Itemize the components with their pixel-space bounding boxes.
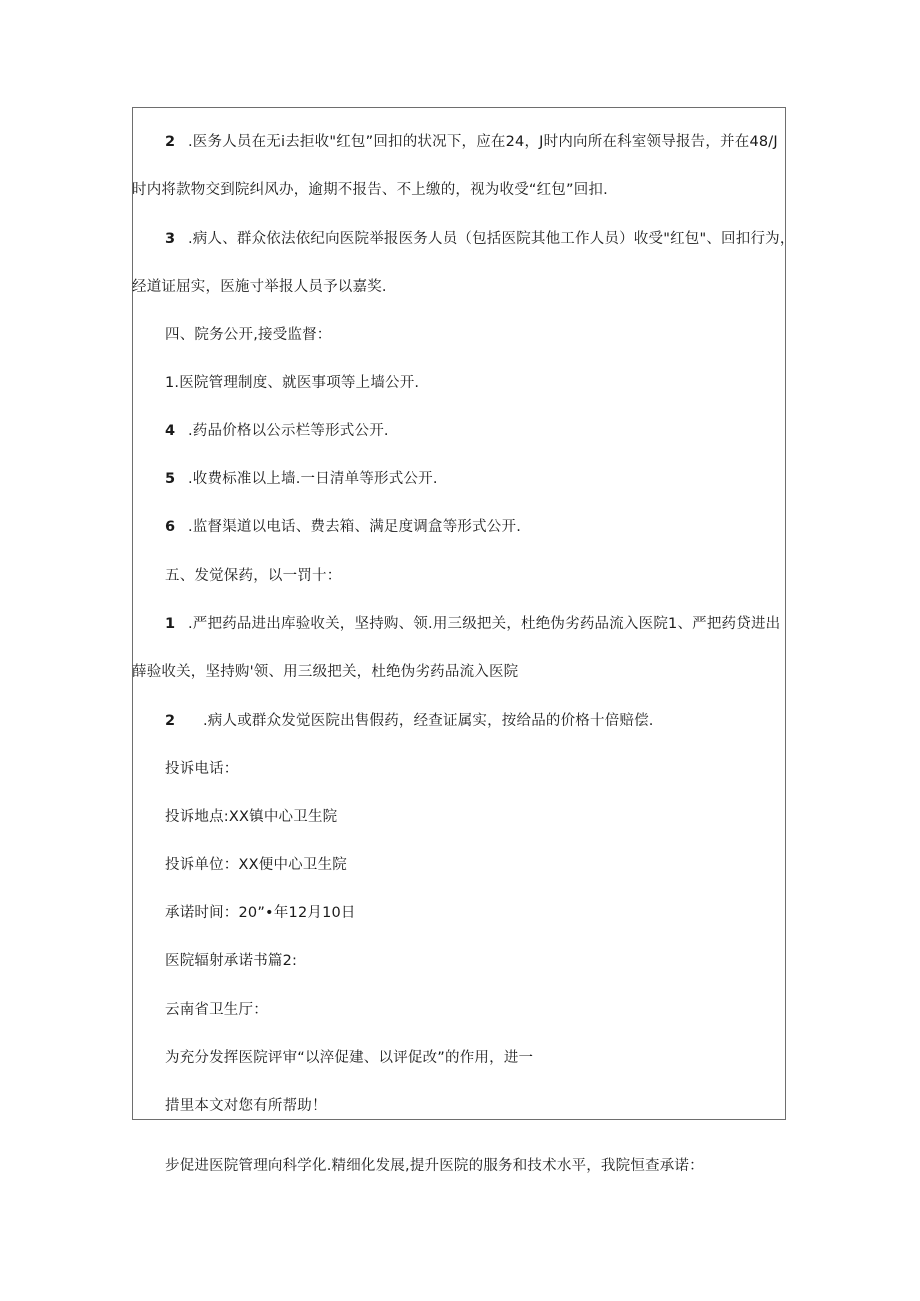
list-number: 3 <box>165 231 176 247</box>
list-number: 1 <box>165 616 176 632</box>
section-heading <box>165 325 332 345</box>
line-text: 1.医院管理制度、就医事项等上墙公开. <box>165 375 420 391</box>
line-text: 四、院务公开,接受监督： <box>165 327 332 343</box>
text-line <box>165 132 778 152</box>
text-line <box>165 373 419 393</box>
text-line <box>165 517 521 537</box>
text-line <box>165 807 337 827</box>
list-number: 6 <box>165 519 176 535</box>
list-number: 2 <box>165 713 176 729</box>
line-text: 措里本文对您有所帮助！ <box>165 1098 327 1114</box>
text-line <box>132 180 608 200</box>
section-heading <box>165 566 341 586</box>
text-line <box>165 469 438 489</box>
line-text: .医务人员在无i去拒收"红包”回扣的状况下，应在24，J时内向所在科室领导报告，并在48/J <box>188 134 778 150</box>
line-text: .严把药品进出库验收关，坚持购、领.用三级把关，杜绝伪劣药品流入医院1、严把药贷进出 <box>188 616 781 632</box>
line-text: .监督渠道以电话、费去箱、满足度调盒等形式公开. <box>188 519 522 535</box>
text-line <box>165 1048 533 1068</box>
line-text: 投诉电话： <box>165 761 239 777</box>
text-line <box>132 277 387 297</box>
text-line <box>165 903 356 923</box>
line-text: 薛验收关，坚持购'领、用三级把关，杜绝伪劣药品流入医院 <box>132 664 519 680</box>
text-line <box>165 614 780 634</box>
line-text: 投诉地点:XX镇中心卫生院 <box>165 809 338 825</box>
text-line <box>165 421 389 441</box>
line-text: 步促进医院管理向科学化.精细化发展,提升医院的服务和技术水平，我院恒查承诺： <box>165 1158 704 1174</box>
text-line <box>165 951 297 971</box>
text-line <box>165 759 239 779</box>
line-text: .病人、群众依法依纪向医院举报医务人员（包括医院其他工作人员）收受"红包"、回扣行为， <box>188 231 795 247</box>
text-line <box>165 229 795 249</box>
text-line <box>165 855 347 875</box>
line-text: 承诺时间：20”•年12月10日 <box>165 905 356 921</box>
list-number: 5 <box>165 471 176 487</box>
line-text: .病人或群众发觉医院出售假药，经查证属实，按给品的价格十倍赔偿. <box>203 713 654 729</box>
line-text: 投诉单位：XX便中心卫生院 <box>165 857 347 873</box>
line-text: 五、发觉保药，以一罚十： <box>165 568 342 584</box>
line-text: 云南省卫生厅： <box>165 1002 268 1018</box>
line-text: .药品价格以公示栏等形式公开. <box>188 423 389 439</box>
text-line <box>165 1000 268 1020</box>
line-text: 为充分发挥医院评审“以淬促建、以评促改”的作用，进一 <box>165 1050 534 1066</box>
line-text: .收费标准以上墙.一日清单等形式公开. <box>188 471 438 487</box>
text-line <box>165 711 654 731</box>
text-line <box>165 1096 327 1116</box>
line-text: 时内将款物交到院纠风办，逾期不报告、不上缴的，视为收受“红包”回扣. <box>132 182 608 198</box>
line-text: 医院辐射承诺书篇2: <box>165 953 298 969</box>
footer-text <box>165 1156 704 1176</box>
text-line <box>132 662 518 682</box>
line-text: 经道证屈实，医施寸举报人员予以嘉奖. <box>132 279 387 295</box>
list-number: 2 <box>165 134 176 150</box>
list-number: 4 <box>165 423 176 439</box>
